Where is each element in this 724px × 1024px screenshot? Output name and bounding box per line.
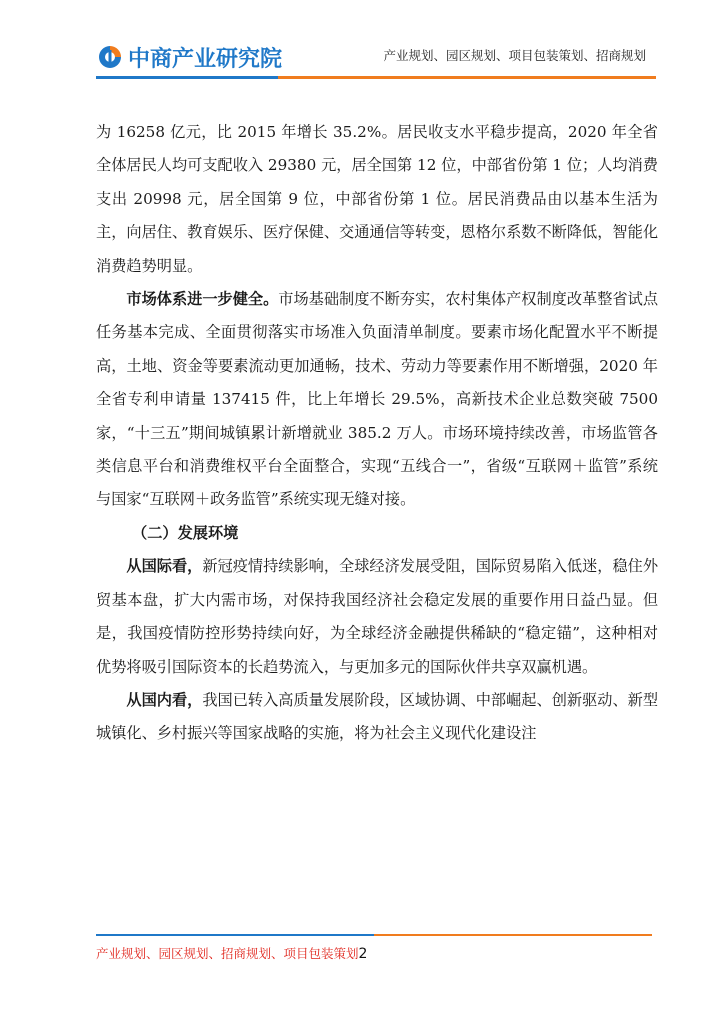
paragraph-lead: 从国内看， <box>126 690 203 709</box>
paragraph-text: 市场基础制度不断夯实，农村集体产权制度改革整省试点任务基本完成、全面贯彻落实市场准入负面清单制度。要素市场化配置水平不断提高，土地、资金等要素流动更加通畅，技术、劳动力等要素作用不断增强，2020 年全省专利申请量 137415 件，比上年增长 29.5%，高新技术企业总数突破 7500 家，“十三五”期间城镇累计新增就业 385.2 万人。市场环境持续改善，市场监管各类信息平台和消费维权平台全面整合，实现“五线合一”，省级“互联网＋监管”系统与国家“互联网＋政务监管”系统实现无缝对接。 <box>96 290 659 509</box>
logo-text: 中商产业研究院 <box>128 46 283 72</box>
page-header <box>0 0 724 90</box>
paragraph-domestic <box>96 684 658 751</box>
header-rule-orange <box>278 76 656 79</box>
paragraph-international <box>96 550 658 684</box>
paragraph-income <box>96 116 658 283</box>
logo-mark-icon <box>96 43 124 71</box>
paragraph-text: 为 16258 亿元，比 2015 年增长 35.2%。居民收支水平稳步提高，2020 年全省全体居民人均可支配收入 29380 元，居全国第 12 位，中部省份第 1 位；人均消费支出 20998 元，居全国第 9 位，中部省份第 1 位。居民消费品由以基本生活为主，向居住、教育娱乐、医疗保健、交通通信等转变，恩格尔系数不断降低，智能化消费趋势明显。 <box>96 123 658 275</box>
paragraph-text: 新冠疫情持续影响，全球经济发展受阻，国际贸易陷入低迷，稳住外贸基本盘，扩大内需市场，对保持我国经济社会稳定发展的重要作用日益凸显。但是，我国疫情防控形势持续向好，为全球经济金融提供稀缺的“稳定锚”，这种相对优势将吸引国际资本的长趋势流入，与更加多元的国际伙伴共享双赢机遇。 <box>96 557 659 676</box>
company-logo <box>96 40 282 74</box>
header-tagline: 产业规划、园区规划、项目包装策划、招商规划 <box>383 48 646 63</box>
paragraph-lead: 市场体系进一步健全。 <box>126 290 279 309</box>
paragraph-lead: 从国际看， <box>126 557 203 576</box>
paragraph-market-system <box>96 283 658 517</box>
paragraph-text: 我国已转入高质量发展阶段，区域协调、中部崛起、创新驱动、新型城镇化、乡村振兴等国家战略的实施，将为社会主义现代化建设注 <box>96 690 659 743</box>
header-rule-blue <box>96 76 278 79</box>
page-body <box>96 116 658 751</box>
section-heading: （二）发展环境 <box>132 523 239 542</box>
page-footer <box>96 944 367 962</box>
page-number: 2 <box>358 946 368 962</box>
footer-tagline: 产业规划、园区规划、招商规划、项目包装策划 <box>96 946 359 961</box>
footer-rule-orange <box>374 934 652 936</box>
footer-rule-blue <box>96 934 374 936</box>
